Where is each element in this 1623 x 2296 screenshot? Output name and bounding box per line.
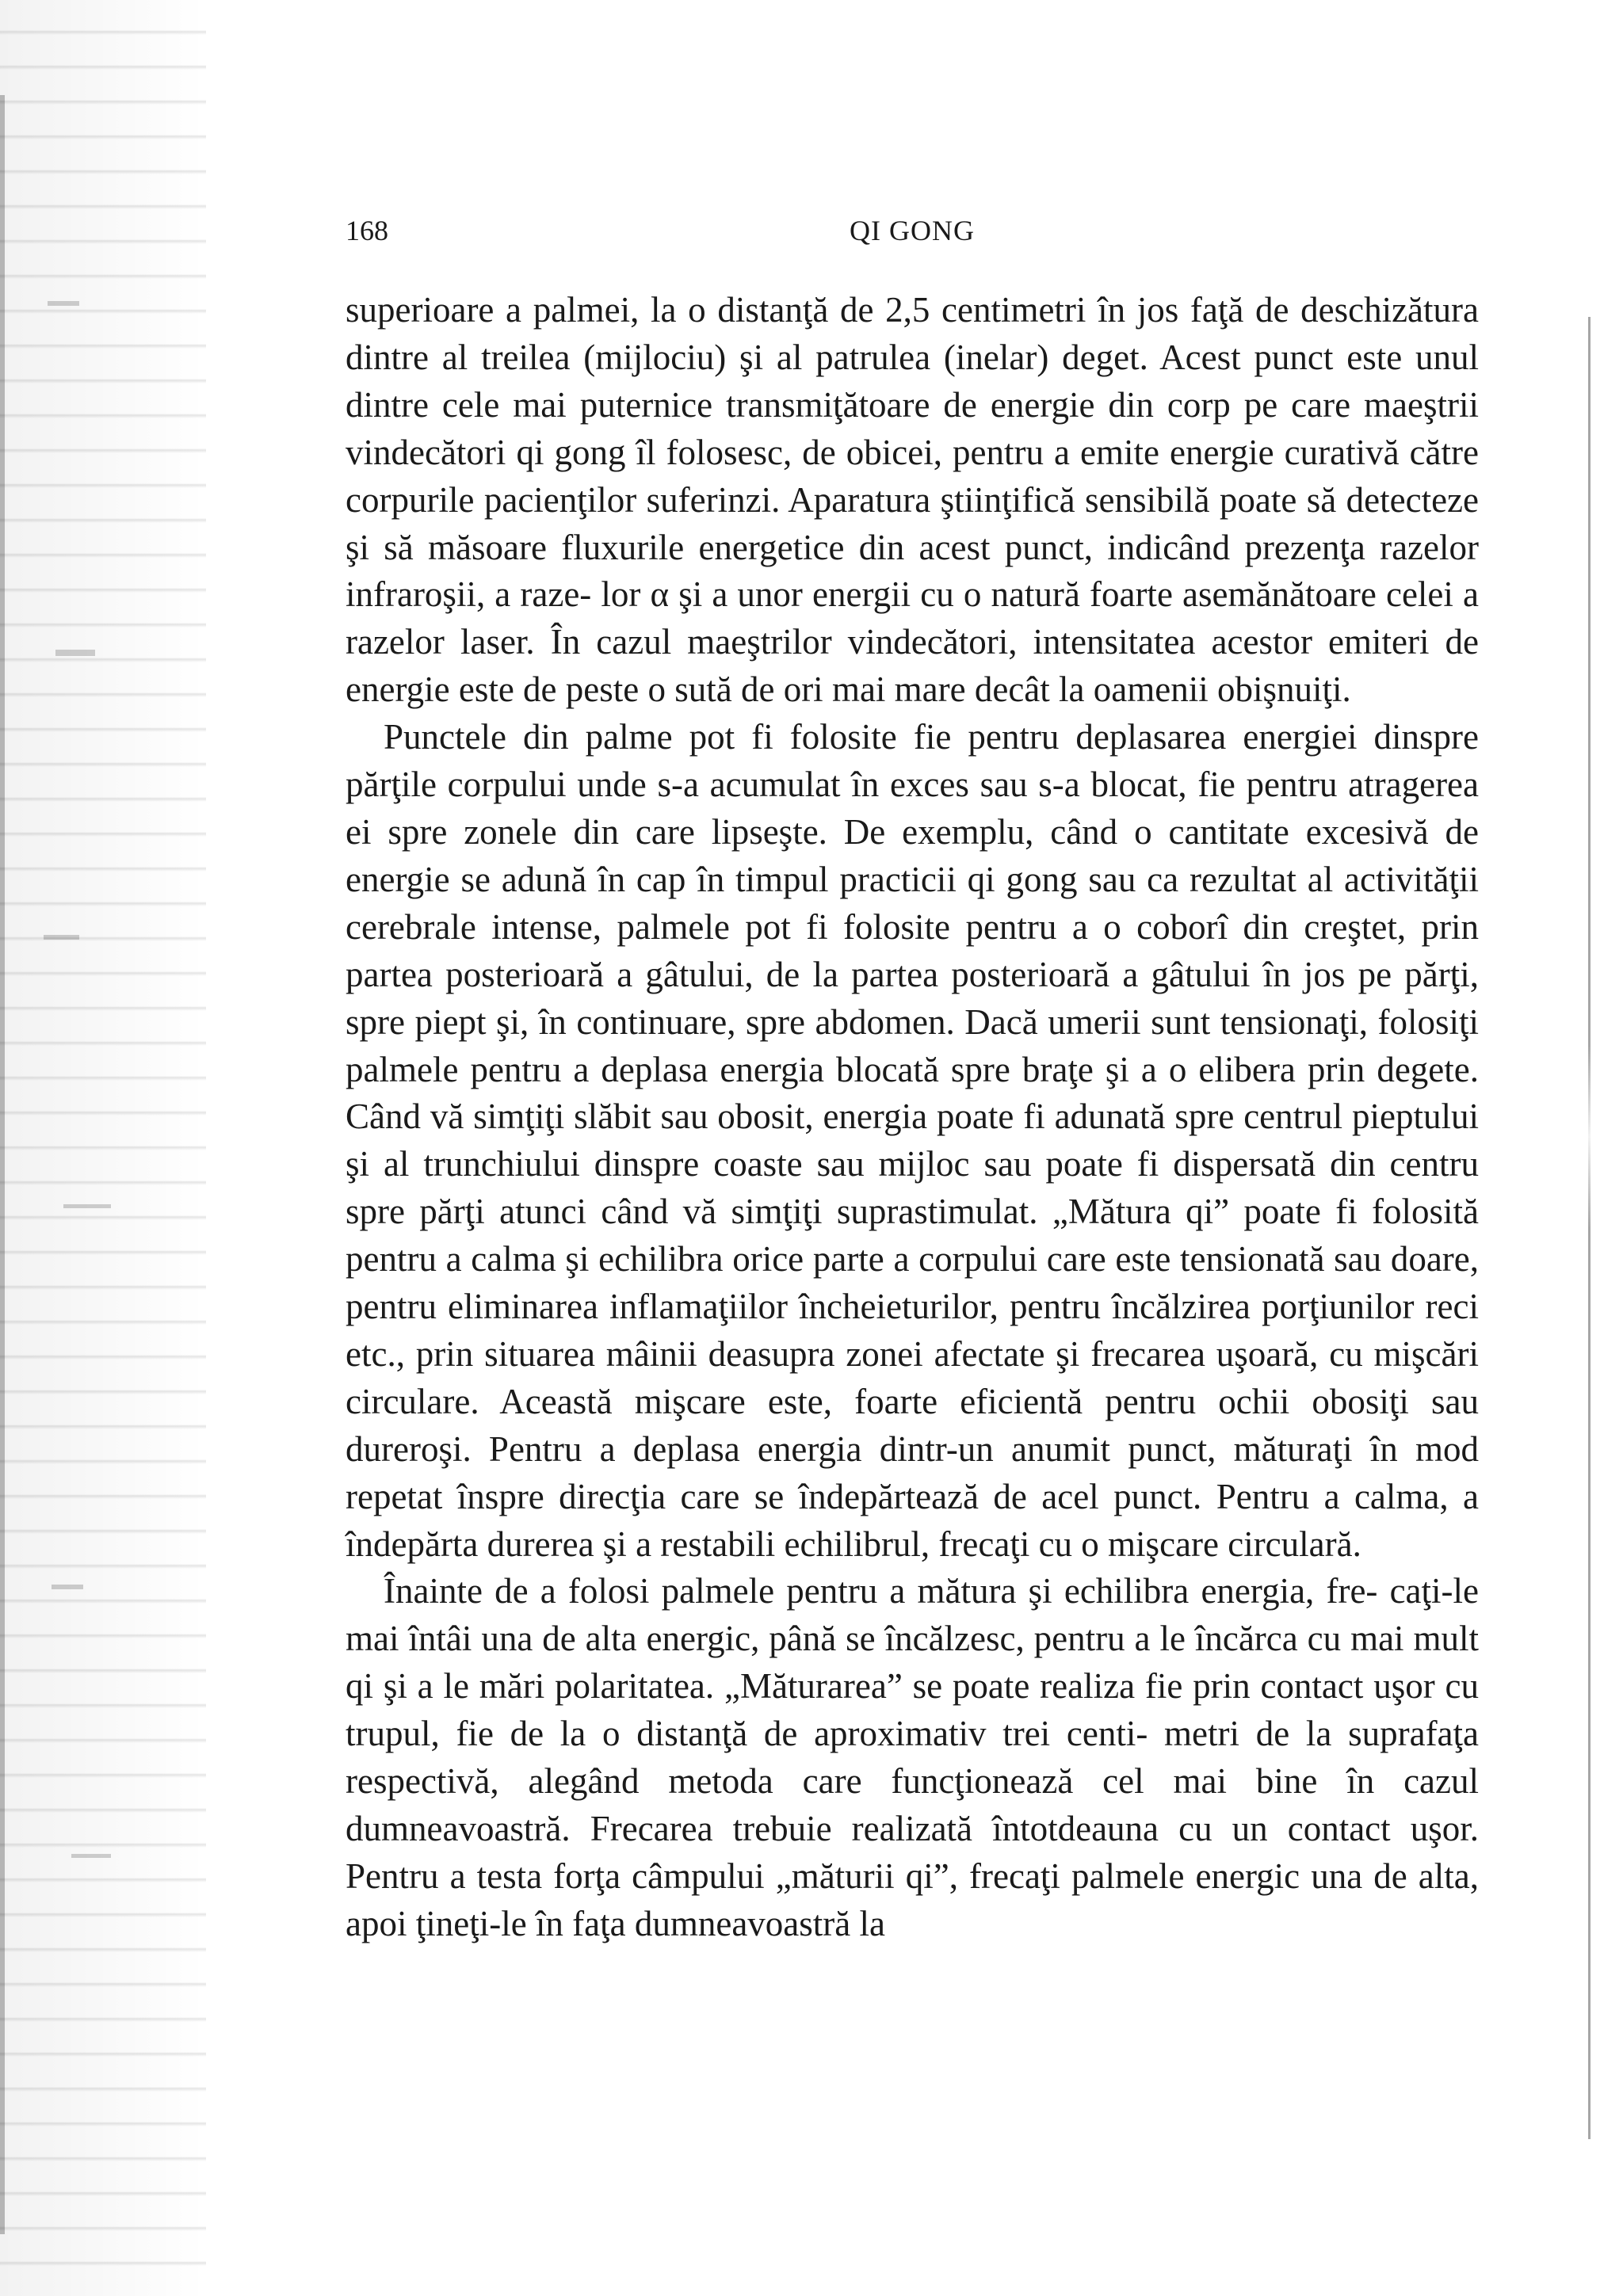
scan-binding-edge	[0, 0, 206, 2296]
body-text	[346, 287, 1479, 1948]
scan-right-edge-line	[1588, 317, 1591, 2139]
page-header	[346, 214, 1479, 258]
paragraph-2: Punctele din palme pot fi folosite fie pentru deplasarea energiei dinspre părţile corpului unde s-a acumulat în exces sau s-a blocat, fie pentru atragerea ei spre zonele din care lipseşte. De exemplu, când o cantitate excesivă de energie se adună în cap în timpul practicii qi gong sau ca rezultat al activităţii cerebrale intense, palmele pot fi folosite pentru a o coborî din creştet, prin partea posterioară a gâtului, de la partea posterioară a gâtului în jos pe părţi, spre piept şi, în continuare, spre abdomen. Dacă umerii sunt tensionaţi, folosiţi palmele pentru a deplasa energia blocată spre braţe şi a o elibera prin degete. Când vă simţiţi slăbit sau obosit, energia poate fi adunată spre centrul pieptului şi al trunchiului dinspre coaste sau mijloc sau poate fi dispersată din centru spre părţi atunci când vă simţiţi suprastimulat. „Mătura qi” poate fi folosită pentru a calma şi echilibra orice parte a corpului care este tensionată sau doare, pentru eliminarea inflamaţiilor încheieturilor, pentru încălzirea porţiunilor reci etc., prin situarea mâinii deasupra zonei afectate şi frecarea uşoară, cu mişcări circulare. Această mişcare este, foarte eficientă pentru ochii obosiţi sau dureroşi. Pentru a deplasa energia dintr-un anumit punct, măturaţi în mod repetat înspre direcţia care se îndepărtează de acel punct. Pentru a calma, a îndepărta durerea şi a restabili echilibrul, frecaţi cu o mişcare circulară.	[346, 717, 1479, 1564]
running-title: QI GONG	[850, 215, 975, 246]
paragraph-3: Înainte de a folosi palmele pentru a mătura şi echilibra energia, fre- caţi-le mai întâi una de alta energic, până se încălzesc, pentru a le încărca cu mai mult qi şi a le mări polaritatea. „Măturarea” se poate realiza fie prin contact uşor cu trupul, fie de la o distanţă de aproximativ trei centi- metri de la suprafaţa respectivă, alegând metoda care funcţionează cel mai bine în cazul dumneavoastră. Frecarea trebuie realizată întotdeauna cu un contact uşor. Pentru a testa forţa câmpului „măturii qi”, frecaţi palmele energic una de alta, apoi ţineţi-le în faţa dumneavoastră la	[346, 1571, 1479, 1943]
page-number: 168	[346, 215, 388, 246]
paragraph-1: superioare a palmei, la o distanţă de 2,5 centimetri în jos faţă de deschizătura dintre al treilea (mijlociu) şi al patrulea (inelar) deget. Acest punct este unul dintre cele mai puternice transmiţătoare de energie din corp pe care maeştrii vindecători qi gong îl folosesc, de obicei, pentru a emite energie curativă către corpurile pacienţilor suferinzi. Aparatura ştiinţifică sensibilă poate să detecteze şi să măsoare fluxurile energetice din acest punct, indicând prezenţa razelor infraroşii, a raze- lor α şi a unor energii cu o natură foarte asemănătoare celei a razelor laser. În cazul maeştrilor vindecători, intensitatea acestor emiteri de energie este de peste o sută de ori mai mare decât la oamenii obişnuiţi.	[346, 290, 1479, 710]
